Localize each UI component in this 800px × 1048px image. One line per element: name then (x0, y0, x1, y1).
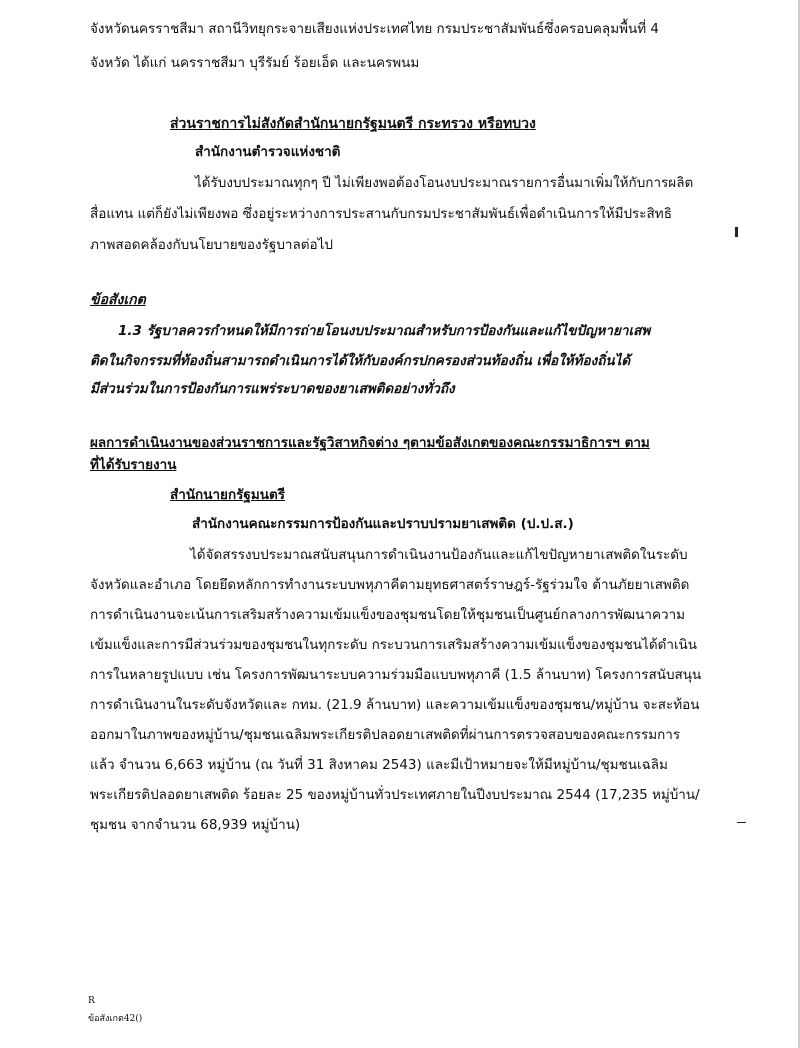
results-para-line-8: แล้ว จำนวน 6,663 หมู่บ้าน (ณ วันที่ 31 สิงหาคม 2543) และมีเป้าหมายจะให้มีหมู่บ้าน/ชุมชนเฉลิม (90, 757, 668, 773)
intro-line-1: จังหวัดนครราชสีมา สถานีวิทยุกระจายเสียงแห่งประเทศไทย กรมประชาสัมพันธ์ซึ่งครอบคลุมพื้นที่ 4 (90, 21, 660, 37)
results-suboffice: สำนักงานคณะกรรมการป้องกันและปราบปรามยาเสพติด (ป.ป.ส.) (192, 516, 574, 532)
observation-heading: ข้อสังเกต (90, 292, 146, 308)
results-para-line-9: พระเกียรติปลอดยาเสพติด ร้อยละ 25 ของหมู่บ้านทั่วประเทศภายในปีงบประมาณ 2544 (17,235 หมู่บ้าน/ (90, 787, 700, 803)
scan-dash (737, 822, 746, 823)
intro-line-2: จังหวัด ได้แก่ นครราชสีมา บุรีรัมย์ ร้อยเอ็ด และนครพนม (90, 55, 420, 71)
footer-mark: R (88, 996, 95, 1006)
results-para-line-2: จังหวัดและอำเภอ โดยยึดหลักการทำงานระบบพหุภาคีตามยุทธศาสตร์ราษฎร์-รัฐร่วมใจ ต้านภัยยาเสพติด (90, 577, 690, 593)
section1-para-line-1: ได้รับงบประมาณทุกๆ ปี ไม่เพียงพอต้องโอนงบประมาณรายการอื่นมาเพิ่มให้กับการผลิต (195, 175, 694, 191)
results-para-line-6: การดำเนินงานในระดับจังหวัดและ กทม. (21.9 ล้านบาท) และความเข้มแข็งของชุมชน/หมู่บ้าน จะสะท้อน (90, 697, 700, 713)
observation-para-line-2: ติดในกิจกรรมที่ท้องถิ่นสามารถดำเนินการได้ให้กับองค์กรปกครองส่วนท้องถิ่น เพื่อให้ท้องถิ่นได้ (90, 353, 631, 369)
observation-para-line-3: มีส่วนร่วมในการป้องกันการแพร่ระบาดของยาเสพติดอย่างทั่วถึง (90, 381, 455, 397)
results-para-line-3: การดำเนินงานจะเน้นการเสริมสร้างความเข้มแข็งของชุมชนโดยให้ชุมชนเป็นศูนย์กลางการพัฒนาความ (90, 607, 686, 623)
section1-para-line-2: สื่อแทน แต่ก็ยังไม่เพียงพอ ซึ่งอยู่ระหว่างการประสานกับกรมประชาสัมพันธ์เพื่อดำเนินการให้มีประสิทธิ (90, 206, 672, 222)
results-heading-line-2: ที่ได้รับรายงาน (90, 457, 177, 473)
results-para-line-1: ได้จัดสรรงบประมาณสนับสนุนการดำเนินงานป้องกันและแก้ไขปัญหายาเสพติดในระดับ (190, 547, 688, 563)
results-office: สำนักนายกรัฐมนตรี (170, 487, 285, 503)
footer-filename: ข้อสังเกต42() (88, 1014, 143, 1024)
results-para-line-5: การในหลายรูปแบบ เช่น โครงการพัฒนาระบบความร่วมมือแบบพหุภาคี (1.5 ล้านบาท) โครงการสนับสนุน (90, 667, 702, 683)
results-para-line-10: ชุมชน จากจำนวน 68,939 หมู่บ้าน) (90, 817, 301, 833)
results-heading-line-1: ผลการดำเนินงานของส่วนราชการและรัฐวิสาหกิจต่าง ๆตามข้อสังเกตของคณะกรรมาธิการฯ ตาม (90, 435, 650, 451)
scan-speck (735, 227, 738, 237)
section1-heading: ส่วนราชการไม่สังกัดสำนักนายกรัฐมนตรี กระทรวง หรือทบวง (170, 116, 536, 132)
observation-para-line-1: 1.3 รัฐบาลควรกำหนดให้มีการถ่ายโอนงบประมาณสำหรับการป้องกันและแก้ไขปัญหายาเสพ (118, 323, 651, 339)
section1-para-line-3: ภาพสอดคล้องกับนโยบายของรัฐบาลต่อไป (90, 237, 333, 253)
results-para-line-7: ออกมาในภาพของหมู่บ้าน/ชุมชนเฉลิมพระเกียรติปลอดยาเสพติดที่ผ่านการตรวจสอบของคณะกรรมการ (90, 727, 681, 743)
results-para-line-4: เข้มแข็งและการมีส่วนร่วมของชุมชนในทุกระดับ กระบวนการเสริมสร้างความเข้มแข็งของชุมชนได้ดำเนิน (90, 637, 698, 653)
section1-subheading: สำนักงานตำรวจแห่งชาติ (195, 144, 341, 160)
